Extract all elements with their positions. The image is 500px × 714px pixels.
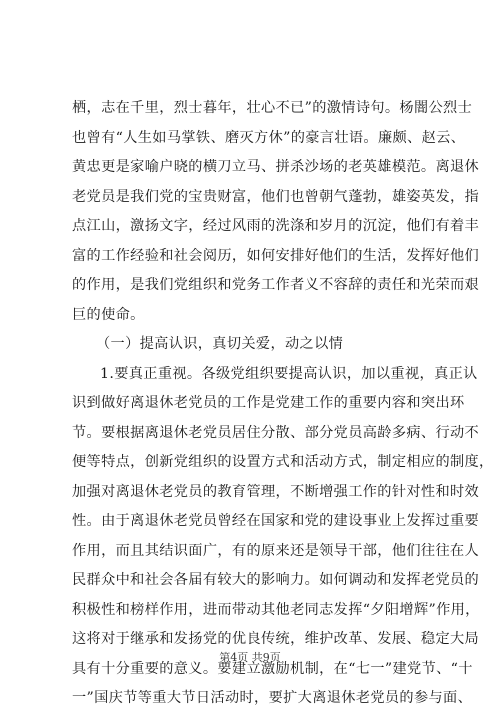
text-line: 富的工作经验和社会阅历，如何安排好他们的生活，发挥好他们 [72, 247, 480, 264]
text-line: 加强对离退休老党员的教育管理，不断增强工作的针对性和时效 [72, 483, 480, 500]
paragraph-start-line: 1.要真正重视。各级党组织要提高认识，加以重视，真正认 [100, 365, 478, 382]
text-line: 一”国庆节等重大节日活动时，要扩大离退休老党员的参与面、 [72, 690, 473, 706]
text-line: 老党员是我们党的宝贵财富，他们也曾朝气蓬勃，雄姿英发，指 [72, 188, 480, 205]
text-line: 的作用，是我们党组织和党务工作者义不容辞的责任和光荣而艰 [72, 277, 480, 293]
text-line: 性。由于离退休老党员曾经在国家和党的建设事业上发挥过重要 [72, 513, 480, 529]
text-line: 节。要根据离退休老党员居住分散、部分党员高龄多病、行动不 [72, 424, 480, 441]
page-number-footer: 第4页 共9页 [219, 651, 281, 664]
text-line: 也曾有“人生如马掌铁、磨灭方休”的豪言壮语。廉颇、赵云、 [72, 129, 466, 146]
text-line: 点江山，激扬文字，经过风雨的洗涤和岁月的沉淀，他们有着丰 [72, 218, 480, 234]
section-heading: （一）提高认识，真切关爱，动之以情 [96, 336, 344, 352]
text-line: 识到做好离退休老党员的工作是党建工作的重要内容和突出环 [72, 395, 465, 411]
text-line: 民群众中和社会各届有较大的影响力。如何调动和发挥老党员的 [72, 572, 480, 588]
document-body [72, 94, 494, 714]
text-line: 具有十分重要的意义。要建立激励机制，在“七一”建党节、“十 [72, 660, 473, 677]
text-line: 便等特点，创新党组织的设置方式和活动方式，制定相应的制度， [72, 454, 494, 470]
text-line: 这将对于继承和发扬党的优良传统，维护改革、发展、稳定大局 [72, 631, 480, 647]
text-line: 栖，志在千里，烈士暮年，壮心不已”的激情诗句。杨闇公烈士 [72, 100, 473, 116]
text-line: 巨的使命。 [72, 306, 145, 323]
text-line: 作用，而且其结识面广，有的原来还是领导干部，他们往往在人 [72, 542, 480, 559]
text-line: 黄忠更是家喻户晓的横刀立马、拼杀沙场的老英雄模范。离退休 [72, 159, 480, 175]
text-line: 积极性和榜样作用，进而带动其他老同志发挥“夕阳增辉”作用， [72, 601, 480, 618]
